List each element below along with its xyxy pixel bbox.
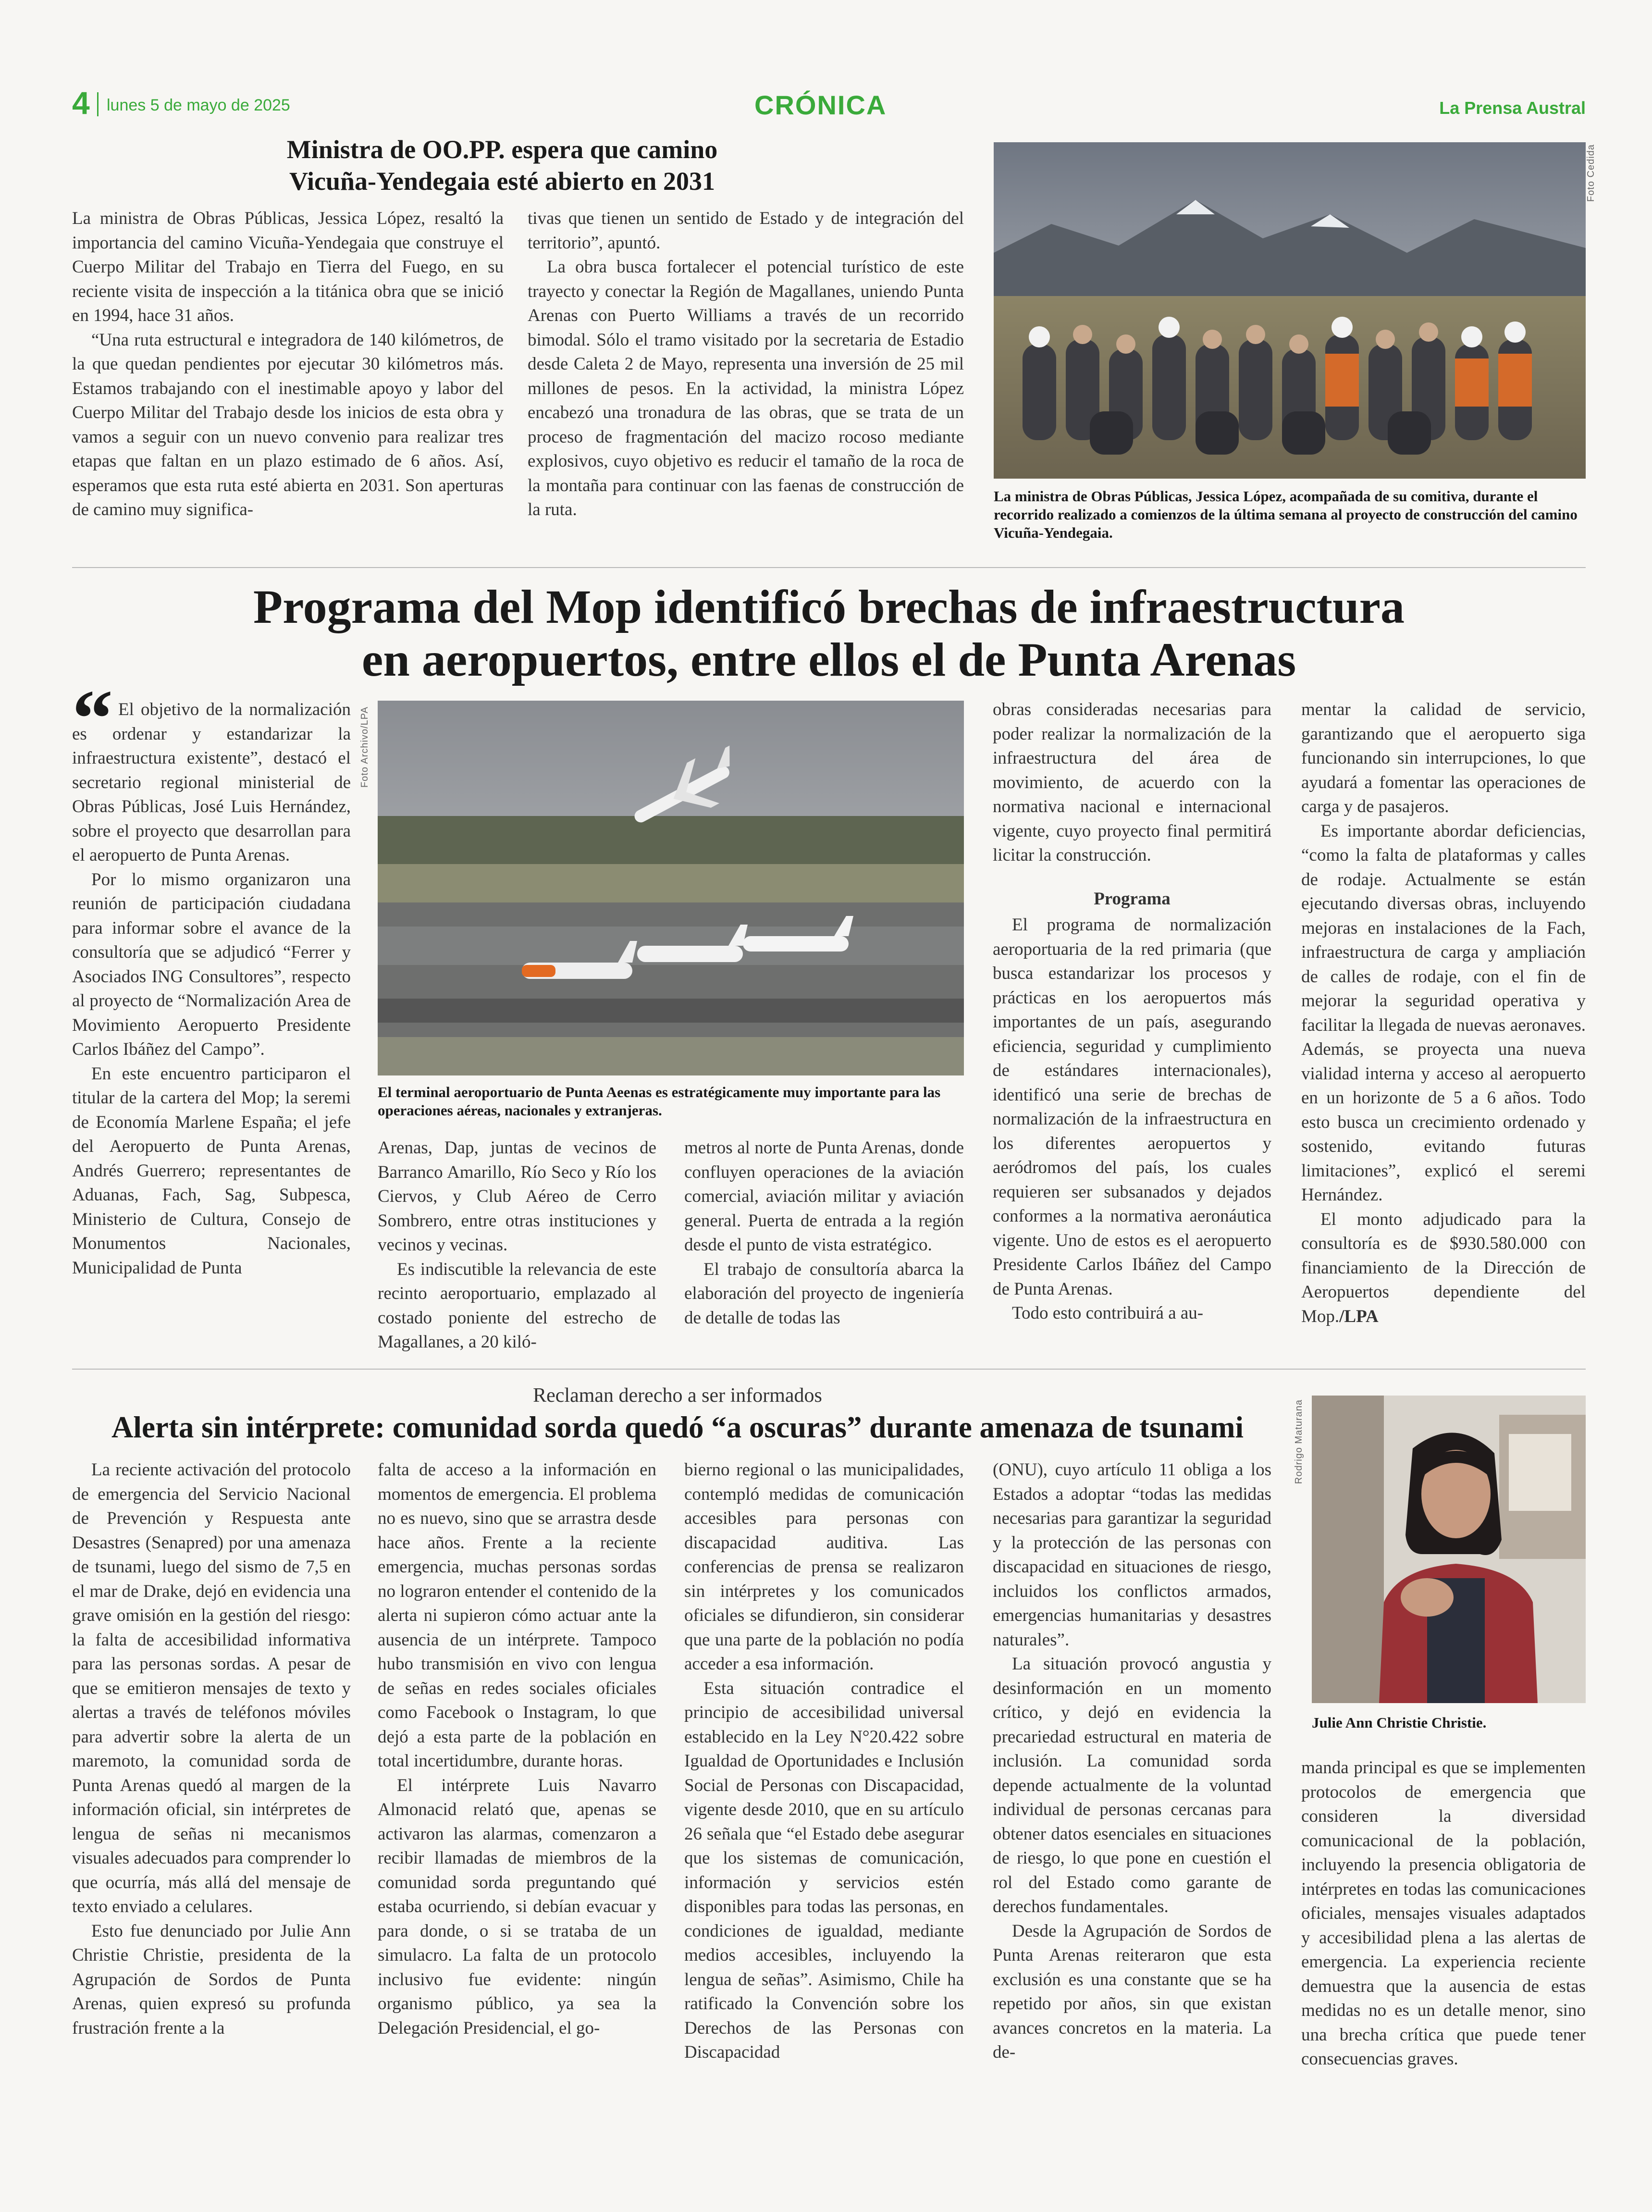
article2-paragraph: Es indiscutible la relevancia de este recinto aeroportuario, emplazado al costado poniente del estrecho de Magallanes, a 20 kiló- bbox=[378, 1259, 656, 1352]
article3-column-2 bbox=[378, 1458, 656, 2040]
article2-paragraph: El objetivo de la normalización es ordenar y estandarizar la infraestructura existente”, destacó el secretario regional ministerial de Obras Públicas, José Luis Hernández, sobre el proyecto que desarrollan para el aeropuerto de Punta Arenas. bbox=[72, 700, 351, 865]
article2-paragraph: Por lo mismo organizaron una reunión de participación ciudadana para informar sobre el avance de la consultoría que se adjudicó “Ferrer y Asociados ING Consultores”, respecto al proyecto de “Normalización Area de Movimiento Aeropuerto Presidente Carlos Ibáñez del Campo”. bbox=[72, 869, 351, 1059]
article3-paragraph: La reciente activación del protocolo de emergencia del Servicio Nacional de Prevención y Respuesta ante Desastres (Senapred) por una amenaza de tsunami, luego del sismo de 7,5 en el mar de Drake, dejó en evidencia una grave omisión en la gestión del riesgo: la falta de accesibilidad informativa para las personas sordas. A pesar de que se emitieron mensajes de texto y alertas a través de teléfonos móviles para advertir sobre la alerta de un maremoto, la comunidad sorda de Punta Arenas quedó al margen de la información oficial, sin intérpretes de lengua de señas ni mecanismos visuales adecuados para comprender lo que ocurría, más allá del mensaje de texto enviado a celulares. bbox=[72, 1460, 351, 1916]
article2-subhead: Programa bbox=[1094, 889, 1171, 909]
page-date: lunes 5 de mayo de 2025 bbox=[107, 96, 290, 114]
article2-paragraph: metros al norte de Punta Arenas, donde confluyen operaciones de la aviación comercial, aviación militar y aviación general. Puerta de entrada a la región desde el punto de vista estratégico. bbox=[684, 1138, 964, 1255]
article2-paragraph: En este encuentro participaron el titular de la cartera del Mop; la seremi de Economía Marlene España; el jefe del Aeropuerto de Punta Arenas, Andrés Guerrero; representantes de Aduanas, Fach, Sag, Subpesca, Ministerio de Cultura, Consejo de Monumentos Nacionales, Municipalidad de Punta bbox=[72, 1063, 351, 1278]
article2-paragraph: obras consideradas necesarias para poder realizar la normalización de la infraestructura del área de movimiento, de acuerdo con la normativa nacional e internacional vigente, cuyo proyecto final permitirá licitar la construcción. bbox=[993, 700, 1271, 865]
article2-paragraph: mentar la calidad de servicio, garantizando que el aeropuerto siga funcionando sin interrupciones, lo que ayudará a fomentar las operaciones de carga y de pasajeros. bbox=[1301, 700, 1586, 816]
article2-column-3 bbox=[684, 1136, 964, 1330]
section-name: CRÓNICA bbox=[754, 90, 887, 120]
article1-paragraph: La ministra de Obras Públicas, Jessica López, resaltó la importancia del camino Vicuña-Yendegaia que construye el Cuerpo Militar del Trabajo en Tierra del Fuego, en su reciente visita de inspección a la titánica obra que se inició en 1994, hace 31 años. bbox=[72, 209, 504, 325]
article3-portrait-photo bbox=[1312, 1396, 1586, 1703]
article3-column-3 bbox=[684, 1458, 964, 2065]
article2-photo-credit: Foto Archivo/LPA bbox=[359, 706, 370, 788]
article2-headline-line1: Programa del Mop identificó brechas de infraestructura bbox=[253, 580, 1405, 633]
section-divider bbox=[72, 1369, 1586, 1370]
article3-kicker: Reclaman derecho a ser informados bbox=[533, 1384, 822, 1407]
article1-column-1 bbox=[72, 207, 504, 522]
article3-paragraph: Esta situación contradice el principio de accesibilidad universal establecido en la Ley N°20.422 sobre Igualdad de Oportunidades e Inclusión Social de Personas con Discapacidad, vigente desde 2010, que en su artículo 26 señala que “el Estado debe asegurar que los sistemas de comunicación, información y servicios estén disponibles para todas las personas, en condiciones de igualdad, mediante medios accesibles, incluyendo la lengua de señas”. Asimismo, Chile ha ratificado la Convención sobre los Derechos de las Personas con Discapacidad bbox=[684, 1678, 964, 2062]
article2-paragraph: Es importante abordar deficiencias, “como la falta de plataformas y calles de rodaje. Actualmente se están ejecutando diversas obras, incluyendo mejoras en instalaciones de la Fach, infraestructura de carga y ampliación de calles de rodaje, con el fin de mejorar la seguridad operativa y facilitar la llegada de nuevas aeronaves. Además, se proyecta una nueva vialidad interna y acceso al aeropuerto en un horizonte de 5 a 6 años. Todo esto busca un crecimiento ordenado y sostenido, evitando futuras limitaciones”, explicó el seremi Hernández. bbox=[1301, 821, 1586, 1205]
article3-column-5 bbox=[1301, 1756, 1586, 2072]
article2-column-4 bbox=[993, 698, 1271, 1326]
article1-photo-caption: La ministra de Obras Públicas, Jessica López, acompañada de su comitiva, durante el recorrido realizado a comienzos de la última semana al proyecto de construcción del camino Vicuña-Yendegaia. bbox=[994, 488, 1578, 541]
article2-headline bbox=[72, 581, 1586, 686]
article2-photo-caption: El terminal aeroportuario de Punta Aeenas es estratégicamente muy importante para las operaciones aéreas, nacionales y extranjeras. bbox=[378, 1084, 941, 1119]
article2-paragraph: El programa de normalización aeroportuaria de la red primaria (que busca estandarizar los procesos y prácticas en los aeropuertos más importantes de un país, asegurando eficiencia, seguridad y cumplimiento de estándares internacionales), identificó una serie de brechas de normalización de la infraestructura en los diferentes aeropuertos y aeródromos del país, los cuales requieren ser subsanados y dejados conformes a la normativa aeronáutica vigente. Uno de estos es el aeropuerto Presidente Carlos Ibáñez del Campo de Punta Arenas. bbox=[993, 915, 1271, 1299]
article1-paragraph: “Una ruta estructural e integradora de 140 kilómetros, de la que quedan pendientes por ejecutar 30 kilómetros más. Estamos trabajando con el inestimable apoyo y labor del Cuerpo Militar del Trabajo desde los inicios de esta obra y vamos a seguir con un nuevo convenio para realizar tres etapas que faltan en un plazo estimado de 6 años. Así, esperamos que esta ruta esté abierta en 2031. Son aperturas de camino muy significa- bbox=[72, 330, 504, 519]
article1-title bbox=[72, 134, 932, 197]
article2-headline-line2: en aeropuertos, entre ellos el de Punta Arenas bbox=[361, 633, 1296, 686]
article1-paragraph: La obra busca fortalecer el potencial turístico de este trayecto y conectar la Región de Magallanes, uniendo Punta Arenas con Puerto Williams a través de un recorrido bimodal. Sólo el tramo visitado por la secretaria de Estadio desde Caleta 2 de Mayo, representa una inversión de 25 mil millones de pesos. En la actividad, la ministra López encabezó una tronadura de las obras, que se trata de un proceso de fragmentación del macizo rocoso mediante explosivos, cuyo objetivo es reducir el tamaño de la roca de la montaña para continuar con las faenas de construcción de la ruta. bbox=[528, 257, 964, 519]
article1-paragraph: tivas que tienen un sentido de Estado y de integración del territorio”, apuntó. bbox=[528, 209, 964, 253]
page-number-divider bbox=[97, 92, 99, 116]
article3-photo-credit: Rodrigo Maturana bbox=[1294, 1399, 1304, 1484]
article3-paragraph: Desde la Agrupación de Sordos de Punta Arenas reiteraron que esta exclusión es una constante que se ha repetido por años, sin que existan avances concretos en la materia. La de- bbox=[993, 1921, 1271, 2062]
article2-final-sentence: El monto adjudicado para la consultoría es de $930.580.000 con financiamiento de la Dirección de Aeropuertos dependiente del Mop. bbox=[1301, 1209, 1586, 1326]
article1-title-line1: Ministra de OO.PP. espera que camino bbox=[286, 135, 718, 164]
article3-paragraph: falta de acceso a la información en momentos de emergencia. El problema no es nuevo, sino que se arrastra desde hace años. Frente a la reciente emergencia, muchas personas sordas no lograron entender el contenido de la alerta ni supieron cómo actuar ante la ausencia de un intérprete. Tampoco hubo transmisión en vivo con lengua de señas en redes sociales oficiales como Facebook o Instagram, lo que dejó a esta parte de la población en total incertidumbre, durante horas. bbox=[378, 1460, 656, 1771]
article1-photo-credit: Foto Cedida bbox=[1586, 144, 1596, 202]
article2-column-5 bbox=[1301, 698, 1586, 1329]
article2-paragraph bbox=[1301, 1208, 1586, 1329]
article2-signature: /LPA bbox=[1339, 1306, 1379, 1326]
article3-paragraph: manda principal es que se implementen protocolos de emergencia que consideren la diversidad comunicacional de la población, incluyendo la presencia obligatoria de intérpretes en todas las comunicaciones oficiales, mensajes visuales adaptados y accesibilidad plena a las alertas de emergencia. La experiencia reciente demuestra que la ausencia de estas medidas no es un detalle menor, sino una brecha crítica que puede tener consecuencias graves. bbox=[1301, 1758, 1586, 2069]
article3-paragraph: Esto fue denunciado por Julie Ann Christie Christie, presidenta de la Agrupación de Sordos de Punta Arenas, quien expresó su profunda frustración frente a la bbox=[72, 1921, 351, 2038]
article3-column-1 bbox=[72, 1458, 351, 2040]
page-number: 4 bbox=[72, 85, 90, 121]
article3-paragraph: (ONU), cuyo artículo 11 obliga a los Estados a adoptar “todas las medidas necesarias para garantizar la seguridad y la protección de las personas con discapacidad en situaciones de riesgo, incluidos los conflictos armados, emergencias humanitarias y desastres naturales”. bbox=[993, 1460, 1271, 1650]
article2-paragraph: El trabajo de consultoría abarca la elaboración del proyecto de ingeniería de detalle de todas las bbox=[684, 1259, 964, 1328]
article2-airport-photo bbox=[378, 701, 964, 1075]
quote-mark-icon: “ bbox=[72, 673, 113, 764]
article3-paragraph: La situación provocó angustia y desinformación en un momento crítico, y dejó en evidencia la precariedad estructural en materia de inclusión. La comunidad sorda depende actualmente de la voluntad individual de personas cercanas para obtener datos esenciales en situaciones de riesgo, lo que pone en cuestión el rol del Estado como garante de derechos fundamentales. bbox=[993, 1654, 1271, 1916]
article3-headline: Alerta sin intérprete: comunidad sorda quedó “a oscuras” durante amenaza de tsunami bbox=[111, 1410, 1244, 1444]
article1-title-line2: Vicuña-Yendegaia esté abierto en 2031 bbox=[289, 167, 715, 196]
section-divider bbox=[72, 567, 1586, 568]
article3-paragraph: El intérprete Luis Navarro Almonacid relató que, apenas se activaron las alarmas, comenzaron a recibir llamadas de miembros de la comunidad sorda preguntando qué estaba ocurriendo, si debían evacuar y para donde, o si se trataba de un simulacro. La falta de un protocolo inclusivo fue evidente: ningún organismo público, ya sea la Delegación Presidencial, el go- bbox=[378, 1775, 656, 2038]
article2-paragraph: Arenas, Dap, juntas de vecinos de Barranco Amarillo, Río Seco y Río los Ciervos, y Club Aéreo de Cerro Sombrero, entre otras instituciones y vecinos y vecinas. bbox=[378, 1138, 656, 1255]
article1-column-2 bbox=[528, 207, 964, 522]
article2-column-1 bbox=[72, 698, 351, 1280]
article3-photo-caption: Julie Ann Christie Christie. bbox=[1312, 1714, 1487, 1731]
page-header bbox=[72, 87, 1586, 121]
article2-paragraph: Todo esto contribuirá a au- bbox=[1012, 1303, 1204, 1323]
article3-column-4 bbox=[993, 1458, 1271, 2065]
article2-column-2 bbox=[378, 1136, 656, 1355]
article1-photo bbox=[994, 142, 1586, 479]
publication-name: La Prensa Austral bbox=[1439, 98, 1586, 118]
article3-paragraph: bierno regional o las municipalidades, contempló medidas de comunicación accesibles para personas con discapacidad auditiva. Las conferencias de prensa se realizaron sin intérpretes y los comunicados oficiales se difundieron, sin considerar que una parte de la población no podía acceder a esa información. bbox=[684, 1460, 964, 1674]
